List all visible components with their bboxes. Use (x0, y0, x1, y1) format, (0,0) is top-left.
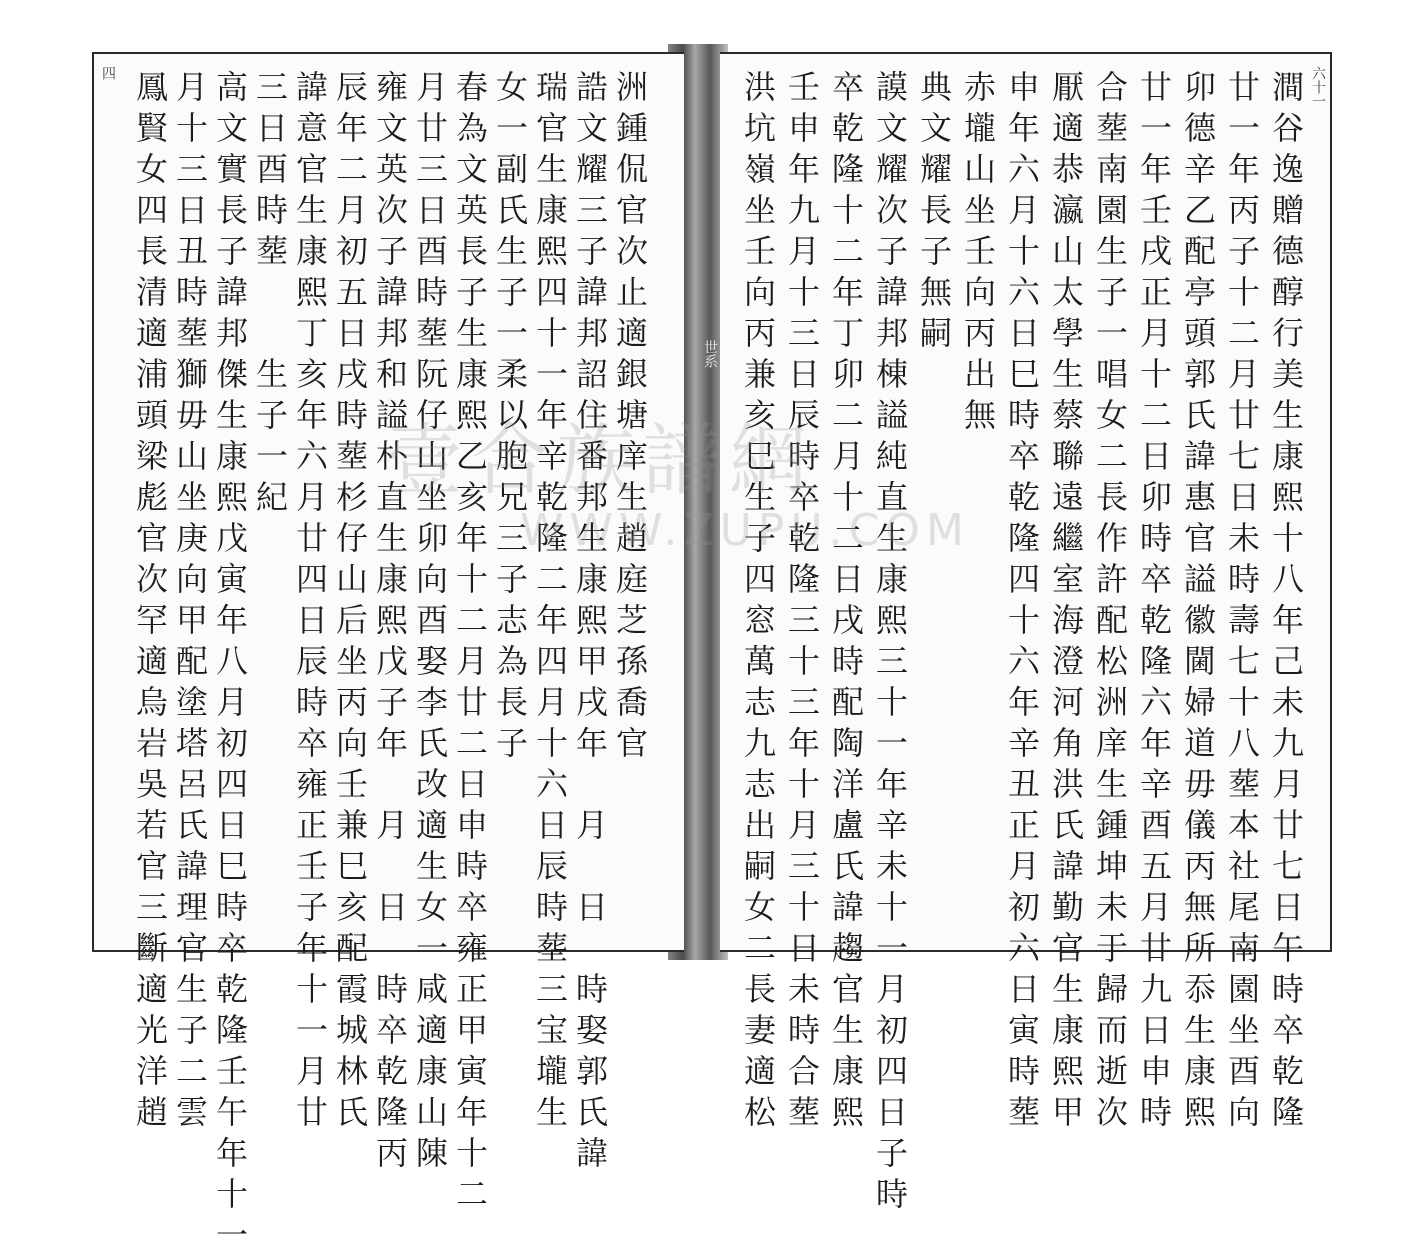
watermark-main: 壹合族譜網 (385, 416, 816, 506)
left-col-2: 誥文耀三子諱邦詔住番邦生康熙甲戌年 月 日 時娶郭氏諱 (571, 70, 609, 1177)
left-col-9: 諱意官生康熙丁亥年六月廿四日辰時卒雍正壬子年十一月廿 (291, 70, 329, 1136)
right-col-2: 廿一年丙子十二月廿七日未時壽七十八塟本社尾南園坐酉向 (1223, 70, 1261, 1136)
right-col-9: 典文耀長子無嗣 (915, 70, 953, 357)
left-col-11: 高文實長子諱邦傑生康熙戊寅年八月初四日巳時卒乾隆壬午年十一 (211, 70, 249, 1259)
right-col-3: 卯德辛乙配亭頭郭氏諱惠官謚徽閫婦道毋儀丙無所忝生康熙 (1179, 70, 1217, 1136)
left-col-12: 月十三日丑時塟獅毋山坐庚向甲配塗塔呂氏諱理官生子二雲 (171, 70, 209, 1136)
right-col-10: 謨文耀次子諱邦棟謚純直生康熙三十一年辛未十一月初四日子時 (871, 70, 909, 1218)
right-col-1: 澗谷逸贈德醇行美生康熙十八年己未九月廿七日午時卒乾隆 (1267, 70, 1305, 1136)
left-col-6: 月廿三日酉時塟阮仔山坐卯向酉娶李氏改適生女一咸適康山陳 (411, 70, 449, 1177)
left-col-4: 女一副氏生子一柔以胞兄三子志為長子 (491, 70, 529, 767)
right-col-11: 卒乾隆十二年丁卯二月十二日戌時配陶洋盧氏諱趨官生康熙 (827, 70, 865, 1136)
left-col-5: 春為文英長子生康熙乙亥年十二月廿二日申時卒雍正甲寅年十二 (451, 70, 489, 1218)
right-col-12: 壬申年九月十三日辰時卒乾隆三十三年十月三十日未時合塟 (783, 70, 821, 1136)
left-col-1: 洲鍾侃官次止適銀塘庠生趙庭芝孫喬官 (611, 70, 649, 767)
right-col-13: 洪坑嶺坐壬向丙兼亥巳生子四窓萬志九志出嗣女二長妻適松 (739, 70, 777, 1136)
right-corner-note: 六十一 (1310, 66, 1326, 108)
left-col-8: 辰年二月初五日戌時塟杉仔山后坐丙向壬兼巳亥配霞城林氏 (331, 70, 369, 1136)
left-col-13: 鳳賢女四長清適浦頭梁彪官次罕適烏岩吳若官三斷適光洋趙 (131, 70, 169, 1136)
right-col-6: 厭適恭瀛山太學生蔡聯遠繼室海澄河角洪氏諱勤官生康熙甲 (1047, 70, 1085, 1136)
left-col-7: 雍文英次子諱邦和謚朴直生康熙戊子年 月 日 時卒乾隆丙 (371, 70, 409, 1177)
left-corner-note: 四 (100, 66, 116, 80)
left-col-3: 瑞官生康熙四十一年辛乾隆二年四月十六日辰時塟三宝壠生 (531, 70, 569, 1136)
gutter-label: 世系 (702, 340, 718, 368)
right-col-5: 合塟南園生子一唱女二長作許配松洲庠生鍾坤未于歸而逝次 (1091, 70, 1129, 1136)
left-col-10: 三日酉時塟 生子一紀 (251, 70, 289, 521)
right-col-8: 赤壠山坐壬向丙出無 (959, 70, 997, 439)
watermark-sub: WWW.ZUPU.COM (520, 505, 970, 556)
right-col-4: 廿一年壬戌正月十二日卯時卒乾隆六年辛酉五月廿九日申時 (1135, 70, 1173, 1136)
right-col-7: 申年六月十六日巳時卒乾隆四十六年辛丑正月初六日寅時塟 (1003, 70, 1041, 1136)
